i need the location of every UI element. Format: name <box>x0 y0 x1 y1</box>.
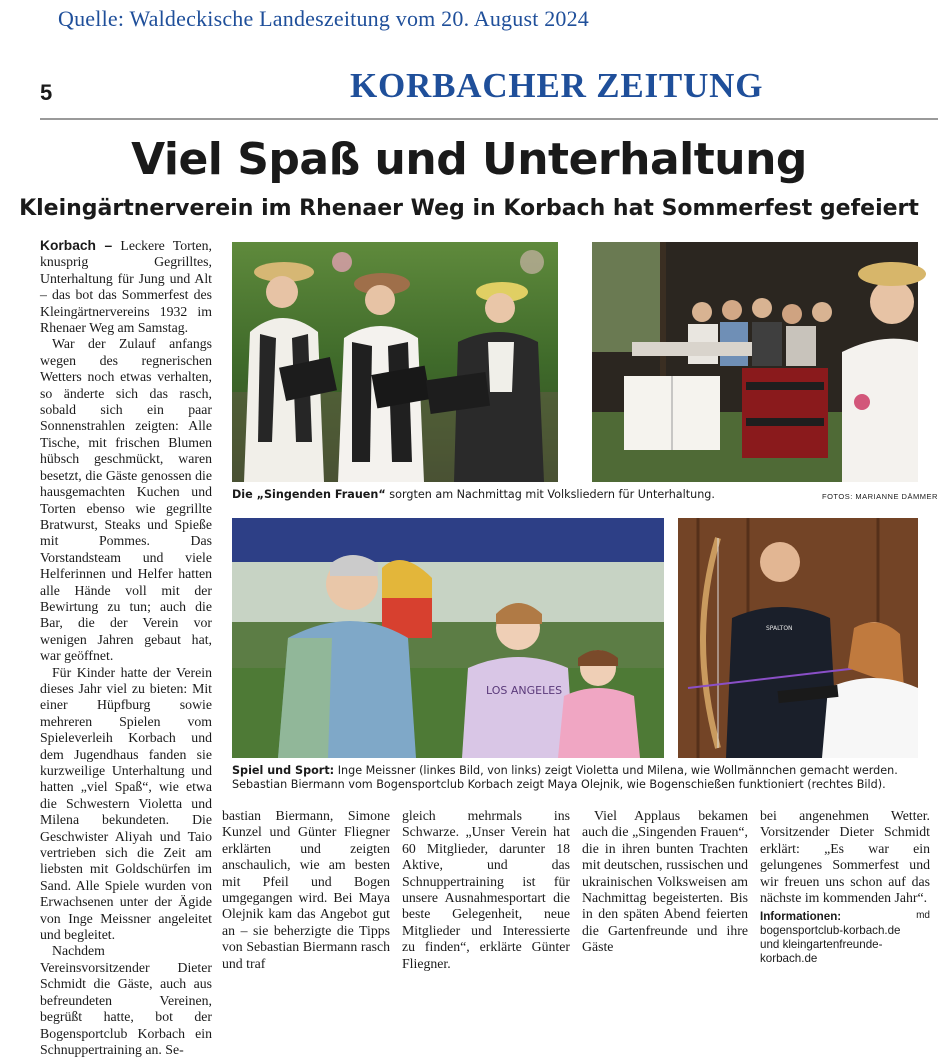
paragraph-weather: War der Zulauf anfangs wegen des regnerischen Wetters noch etwas verhalten, so änderte sich das rasch, sobald sich ein paar Sonnenstrahlen zeigten: Alle Tische, mit frischen Blumen hübsch geschmückt, waren besetzt, die Gäste genossen die hausgemachten Kuchen und Torten ebenso wie gegrillte Bratwurst, Steaks und Spieße mit Pommes. Das Vorstandsteam und viele Helferinnen und Helfer hatten alle Hände voll mit der Bewirtung zu tun; auch die Bar, die der Verein vor wenigen Jahren gebaut hat, war geöffnet. <box>40 336 212 664</box>
photo-games-image <box>232 518 664 758</box>
info-links: bogensportclub-korbach.de und kleingartenfreunde-korbach.de <box>760 924 901 966</box>
photo-credit: FOTOS: MARIANNE DÄMMER <box>822 492 938 501</box>
source-line: Quelle: Waldeckische Landeszeitung vom 20. August 2024 <box>58 6 590 31</box>
author-initials: md <box>916 910 930 922</box>
info-label: Informationen: <box>760 910 842 924</box>
shirt-logo: SPALTON <box>766 625 793 632</box>
dateline: Korbach – <box>40 238 113 253</box>
caption-bottom-text: Inge Meissner (linkes Bild, von links) zeigt Violetta und Milena, wie Wollmännchen gemacht werden. Sebastian Biermann vom Bogensportclub Korbach zeigt Maya Olejnik, wie Bogenschießen funktioniert (rechtes Bild). <box>232 764 898 792</box>
caption-top <box>232 488 792 502</box>
photo-accordion-player <box>592 242 918 482</box>
paragraph-archery: Nachdem Vereinsvorsitzender Dieter Schmidt die Gäste, auch aus befreundeten Vereinen, begrüßt hatte, bot der Bogensportclub Korbach ein Schnuppertraining an. Se- <box>40 943 212 1057</box>
caption-bottom-lead: Spiel und Sport: <box>232 764 335 777</box>
photo-games <box>232 518 664 758</box>
headline: Viel Spaß und Unterhaltung <box>131 134 807 185</box>
page-number: 5 <box>40 80 53 105</box>
paragraph-col4: Viel Applaus bekamen auch die „Singenden Frauen“, die in ihren bunten Trachten mit deutschen, russischen und ukrainischen Volksweisen am Nachmittag begeisterten. Bis in den späten Abend feierten die Gartenfreunde und ihre Gäste <box>582 808 748 955</box>
paragraph-col2: bastian Biermann, Simone Kunzel und Günter Fliegner erklärten und zeigten anschaulich, wie am besten mit Pfeil und Bogen umgegangen wird. Bei Maya Olejnik kam das Angebot gut an – sie beherzigte die Tipps von Sebastian Biermann rasch und traf <box>222 808 390 971</box>
photo-archery-image <box>678 518 918 758</box>
photo-singing-women <box>232 242 558 482</box>
caption-bottom <box>232 764 920 793</box>
paragraph-kids: Für Kinder hatte der Verein dieses Jahr viel zu bieten: Mit einer Hüpfburg sowie mehreren Spielen vom Spieleverleih Korbach und dem Jugendhaus fanden sie kurzweilige Unterhaltung und hatten „viel Spaß“, wie etwa die Schwestern Violetta und Milena bekundeten. Die Geschwister Aliyah und Taio vertrieben sich die Zeit am liebsten mit Goldschürfen im Sand. Alle Spiele wurden von Erwachsenen unter der Ägide von Inge Meissner angeleitet und begleitet. <box>40 664 212 943</box>
caption-top-text: sorgten am Nachmittag mit Volksliedern für Unterhaltung. <box>389 488 715 501</box>
article-column-4 <box>582 808 748 956</box>
masthead: KORBACHER ZEITUNG <box>350 66 764 105</box>
article-column-2 <box>222 808 390 972</box>
article-column-5 <box>760 808 930 966</box>
info-box <box>760 910 930 966</box>
photo-singing-women-image <box>232 242 558 482</box>
article-column-1 <box>40 238 212 1058</box>
subheadline: Kleingärtnerverein im Rhenaer Weg in Korbach hat Sommerfest gefeiert <box>19 196 919 221</box>
article-column-3 <box>402 808 570 972</box>
header-divider <box>40 118 938 120</box>
caption-top-lead: Die „Singenden Frauen“ <box>232 488 386 501</box>
shirt-print: LOS ANGELES <box>486 684 563 697</box>
paragraph-intro-text: Leckere Torten, knusprig Gegrilltes, Unterhaltung für Jung und Alt – das bot das Sommerfest des Kleingärtnervereins 1932 im Rhenaer Weg am Samstag. <box>40 238 212 336</box>
photo-archery <box>678 518 918 758</box>
paragraph-intro <box>40 238 212 336</box>
photo-accordion-player-image <box>592 242 918 482</box>
paragraph-col3: gleich mehrmals ins Schwarze. „Unser Verein hat 60 Mitglieder, darunter 18 Aktive, und das Schnuppertraining ist für unsere Ausnahmesportart die beste Gelegenheit, neue Mitglieder und Interessierte zu finden“, erklärte Günter Fliegner. <box>402 808 570 971</box>
paragraph-col5-text: bei angenehmen Wetter. Vorsitzender Dieter Schmidt erklärt: „Es war ein gelungenes Sommerfest und wir freuen uns schon auf das nächste im kommenden Jahr“. <box>760 808 930 906</box>
